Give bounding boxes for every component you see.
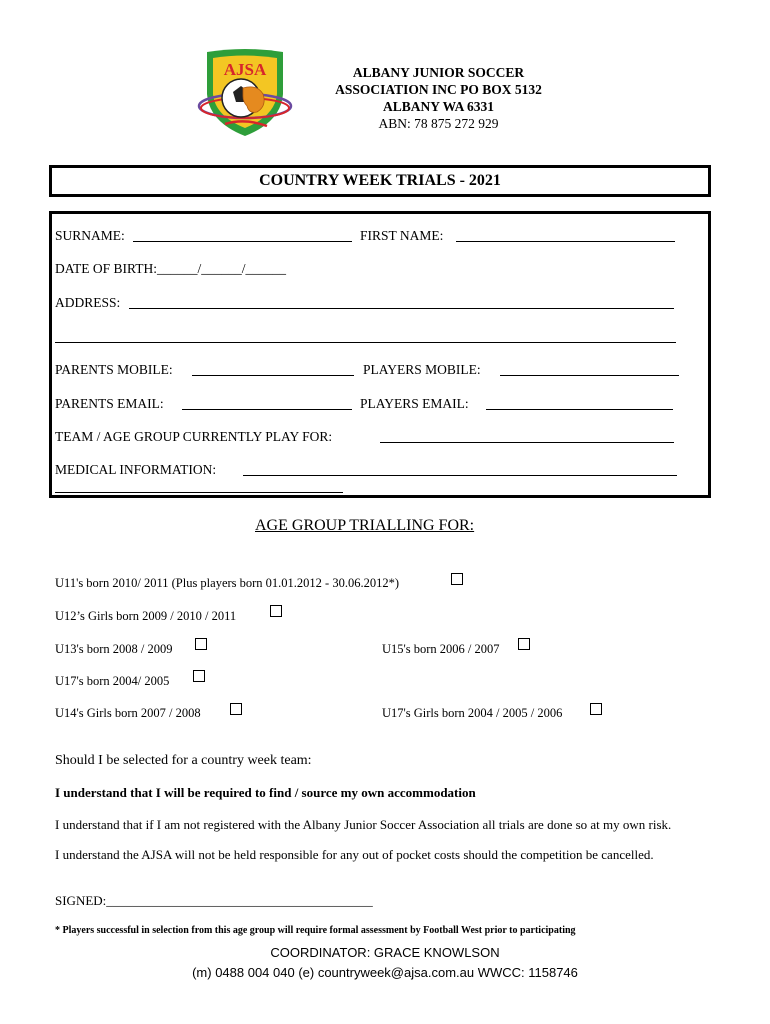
players-email-label: PLAYERS EMAIL: (360, 396, 469, 411)
u11-label: U11's born 2010/ 2011 (Plus players born 01.01.2012 - 30.06.2012*) (55, 576, 400, 590)
coordinator-contact: (m) 0488 004 040 (e) countryweek@ajsa.com.au WWCC: 1158746 (192, 965, 578, 980)
costs-statement: I understand the AJSA will not be held responsible for any out of pocket costs should the competition be cancelled. (55, 847, 654, 862)
selection-intro: Should I be selected for a country week team: (55, 753, 312, 768)
parents-mobile-field[interactable] (192, 375, 354, 376)
coordinator-name: COORDINATOR: GRACE KNOWLSON (270, 945, 500, 960)
parents-email-field[interactable] (182, 409, 352, 410)
signature-field[interactable]: SIGNED:_________________________________________ (55, 893, 373, 908)
age-group-heading: AGE GROUP TRIALLING FOR: (255, 517, 475, 534)
u11-checkbox[interactable] (451, 573, 463, 585)
address-field[interactable] (129, 308, 674, 309)
org-line-1: ALBANY JUNIOR SOCCER (352, 65, 525, 80)
u13-label: U13's born 2008 / 2009 (55, 642, 173, 656)
u17-girls-label: U17's Girls born 2004 / 2005 / 2006 (382, 706, 563, 720)
u17-girls-checkbox[interactable] (590, 703, 602, 715)
medical-label: MEDICAL INFORMATION: (55, 462, 217, 477)
players-mobile-field[interactable] (500, 375, 679, 376)
u12-label: U12’s Girls born 2009 / 2010 / 2011 (55, 609, 237, 623)
address-label: ADDRESS: (55, 295, 121, 310)
ajsa-logo (197, 48, 293, 138)
team-field[interactable] (380, 442, 674, 443)
address-field-line-2[interactable] (55, 342, 676, 343)
surname-field[interactable] (133, 241, 352, 242)
u12-checkbox[interactable] (270, 605, 282, 617)
team-label: TEAM / AGE GROUP CURRENTLY PLAY FOR: (55, 429, 333, 444)
u14-girls-label: U14's Girls born 2007 / 2008 (55, 706, 201, 720)
logo-text: AJSA (223, 60, 267, 79)
players-mobile-label: PLAYERS MOBILE: (363, 362, 481, 377)
surname-label: SURNAME: (55, 228, 125, 243)
org-line-3: ALBANY WA 6331 (382, 99, 495, 114)
u14-girls-checkbox[interactable] (230, 703, 242, 715)
org-abn: ABN: 78 875 272 929 (378, 116, 499, 131)
medical-field[interactable] (243, 475, 677, 476)
registration-statement: I understand that if I am not registered with the Albany Junior Soccer Association all trials are done so at my own risk. (55, 817, 672, 832)
u17-label: U17's born 2004/ 2005 (55, 674, 170, 688)
dob-field[interactable]: DATE OF BIRTH:______/______/______ (55, 261, 286, 276)
accommodation-statement: I understand that I will be required to find / source my own accommodation (55, 785, 476, 800)
players-email-field[interactable] (486, 409, 673, 410)
medical-field-line-2[interactable] (55, 492, 343, 493)
u15-checkbox[interactable] (518, 638, 530, 650)
u13-checkbox[interactable] (195, 638, 207, 650)
first-name-field[interactable] (456, 241, 675, 242)
first-name-label: FIRST NAME: (360, 228, 444, 243)
u15-label: U15's born 2006 / 2007 (382, 642, 500, 656)
org-line-2: ASSOCIATION INC PO BOX 5132 (335, 82, 542, 97)
form-title: COUNTRY WEEK TRIALS - 2021 (49, 165, 711, 197)
parents-mobile-label: PARENTS MOBILE: (55, 362, 173, 377)
parents-email-label: PARENTS EMAIL: (55, 396, 164, 411)
footnote: * Players successful in selection from this age group will require formal assessment by Football West prior to participating (55, 925, 576, 936)
u17-checkbox[interactable] (193, 670, 205, 682)
applicant-details-box (49, 211, 711, 498)
